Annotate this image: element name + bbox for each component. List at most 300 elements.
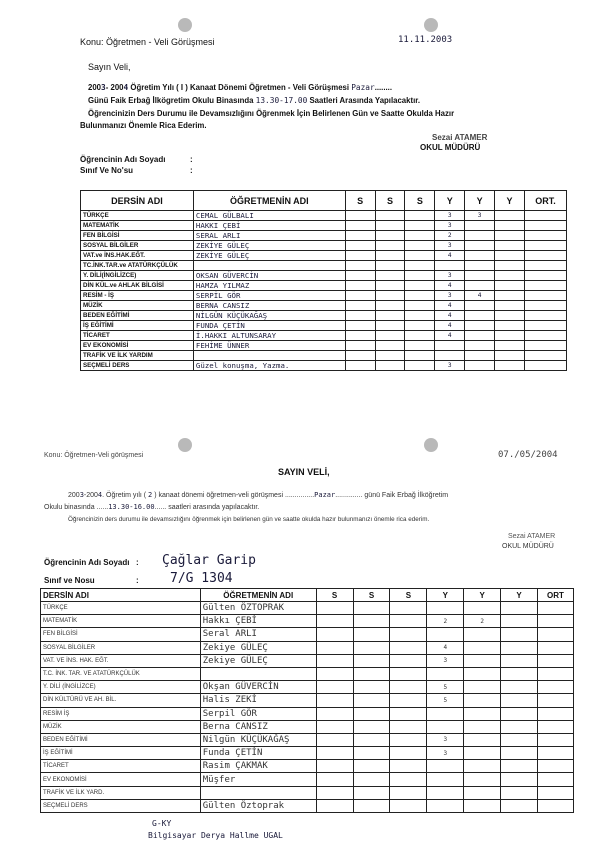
teacher-cell[interactable]: Gülten ÖZTOPRAK (200, 602, 316, 615)
col-header-s1: S (345, 191, 375, 211)
grade-cell-y3[interactable] (495, 211, 525, 221)
subject-cell: SEÇMELİ DERS (81, 360, 194, 370)
grade-cell-y2[interactable] (464, 760, 501, 773)
grade-cell-y2[interactable]: 3 (465, 211, 495, 221)
teacher-cell[interactable]: Güzel konuşma, Yazma. (193, 360, 345, 370)
grade-cell-y1[interactable]: 3 (427, 747, 464, 760)
grade-cell-y2[interactable] (464, 602, 501, 615)
grade-cell-y1[interactable] (435, 261, 465, 271)
average-cell[interactable] (538, 707, 574, 720)
grade-cell-y1[interactable]: 4 (427, 641, 464, 654)
table-row (41, 602, 574, 615)
grade-cell-s3[interactable] (390, 667, 427, 680)
grade-cell-s2[interactable] (353, 641, 390, 654)
form2-year2[interactable]: 4 (97, 491, 103, 499)
subject-cell: TRAFİK VE İLK YARDIM (81, 350, 194, 360)
average-cell[interactable] (538, 628, 574, 641)
form2-year1[interactable]: 3 (79, 491, 84, 499)
grade-cell-y2[interactable] (464, 681, 501, 694)
grade-cell-y1[interactable]: 3 (435, 221, 465, 231)
grade-cell-y2[interactable]: 4 (465, 290, 495, 300)
grade-cell-y3[interactable] (501, 707, 538, 720)
grade-cell-y2[interactable] (465, 261, 495, 271)
average-cell[interactable] (538, 786, 574, 799)
grade-cell-s3[interactable] (390, 773, 427, 786)
teacher-cell[interactable]: FEHİME ÜNNER (193, 340, 345, 350)
grade-cell-y3[interactable] (501, 799, 538, 812)
teacher-cell[interactable]: Seral ARLI (200, 628, 316, 641)
average-cell[interactable] (524, 280, 566, 290)
teacher-cell[interactable]: NİLGÜN KÜÇÜKAĞAŞ (193, 310, 345, 320)
grade-cell-s3[interactable] (390, 707, 427, 720)
grade-cell-y3[interactable] (495, 261, 525, 271)
grade-cell-s1[interactable] (316, 733, 353, 746)
grade-cell-s2[interactable] (353, 654, 390, 667)
grade-cell-y3[interactable] (501, 733, 538, 746)
grade-cell-s2[interactable] (375, 280, 405, 290)
grade-cell-y2[interactable] (464, 641, 501, 654)
grade-cell-y1[interactable]: 2 (435, 231, 465, 241)
teacher-cell[interactable] (200, 667, 316, 680)
grade-cell-y1[interactable]: 4 (435, 280, 465, 290)
teacher-cell[interactable]: HAMZA YILMAZ (193, 280, 345, 290)
average-cell[interactable] (524, 231, 566, 241)
form1-date[interactable]: 11.11.2003 (398, 35, 453, 45)
teacher-cell[interactable]: SERAL ARLI (193, 231, 345, 241)
grade-cell-y3[interactable] (495, 340, 525, 350)
grade-cell-y2[interactable] (465, 241, 495, 251)
grade-cell-s1[interactable] (345, 221, 375, 231)
grade-cell-s3[interactable] (405, 360, 435, 370)
grade-cell-s2[interactable] (353, 602, 390, 615)
grade-cell-s3[interactable] (405, 320, 435, 330)
grade-cell-s2[interactable] (375, 360, 405, 370)
grade-cell-y2[interactable] (465, 360, 495, 370)
average-cell[interactable] (524, 350, 566, 360)
grade-cell-y3[interactable] (501, 747, 538, 760)
grade-cell-y1[interactable] (427, 799, 464, 812)
grade-cell-y1[interactable] (427, 720, 464, 733)
teacher-cell[interactable]: İ.HAKKI ALTUNSARAY (193, 330, 345, 340)
grade-cell-s3[interactable] (405, 310, 435, 320)
form2-student-label: Öğrencinin Adı Soyadı (44, 558, 130, 567)
grade-cell-y3[interactable] (495, 360, 525, 370)
subject-cell: T.C. İNK. TAR. VE ATATÜRKÇÜLÜK (41, 667, 201, 680)
grade-cell-s3[interactable] (390, 654, 427, 667)
grade-cell-s2[interactable] (353, 786, 390, 799)
form2-elective-code[interactable]: G-KY (152, 819, 172, 828)
form2-class-value[interactable]: 7/G 1304 (170, 571, 233, 586)
grade-cell-s2[interactable] (353, 681, 390, 694)
teacher-cell[interactable]: HAKKI ÇEBİ (193, 221, 345, 231)
average-cell[interactable] (524, 251, 566, 261)
average-cell[interactable] (524, 360, 566, 370)
grade-cell-y3[interactable] (495, 241, 525, 251)
teacher-cell[interactable]: Halis ZEKİ (200, 694, 316, 707)
grade-cell-y1[interactable] (427, 786, 464, 799)
grade-cell-s1[interactable] (316, 681, 353, 694)
grade-cell-s2[interactable] (375, 221, 405, 231)
grade-cell-y3[interactable] (495, 270, 525, 280)
grade-cell-y3[interactable] (501, 641, 538, 654)
average-cell[interactable] (538, 799, 574, 812)
grade-cell-y3[interactable] (501, 615, 538, 628)
grade-cell-s3[interactable] (405, 221, 435, 231)
grade-cell-s3[interactable] (405, 280, 435, 290)
grade-cell-s1[interactable] (316, 786, 353, 799)
table-row (41, 615, 574, 628)
grade-cell-s1[interactable] (345, 211, 375, 221)
grade-cell-s3[interactable] (405, 290, 435, 300)
grade-cell-s3[interactable] (390, 799, 427, 812)
table-row (41, 747, 574, 760)
grade-cell-y1[interactable] (427, 707, 464, 720)
grade-cell-s1[interactable] (316, 654, 353, 667)
grade-cell-s2[interactable] (353, 773, 390, 786)
grade-cell-s1[interactable] (345, 320, 375, 330)
grade-cell-s1[interactable] (316, 760, 353, 773)
col-header-subject: DERSİN ADI (41, 589, 201, 602)
col-header-teacher: ÖĞRETMENİN ADI (193, 191, 345, 211)
grade-cell-s1[interactable] (316, 628, 353, 641)
grade-cell-s1[interactable] (316, 641, 353, 654)
grade-cell-y3[interactable] (495, 350, 525, 360)
average-cell[interactable] (538, 681, 574, 694)
grade-cell-y2[interactable] (465, 221, 495, 231)
grade-cell-s2[interactable] (353, 628, 390, 641)
form2-day[interactable]: Pazar (314, 491, 336, 499)
grade-cell-s2[interactable] (375, 300, 405, 310)
grade-cell-s3[interactable] (390, 694, 427, 707)
average-cell[interactable] (538, 773, 574, 786)
grade-cell-y2[interactable] (465, 231, 495, 241)
grade-cell-y3[interactable] (495, 320, 525, 330)
grade-cell-s3[interactable] (405, 261, 435, 271)
grade-cell-s1[interactable] (316, 615, 353, 628)
grade-cell-y2[interactable] (465, 300, 495, 310)
grade-cell-y2[interactable] (464, 720, 501, 733)
grade-cell-s2[interactable] (375, 241, 405, 251)
grade-cell-s3[interactable] (390, 747, 427, 760)
grade-cell-s1[interactable] (345, 310, 375, 320)
grade-cell-y2[interactable] (464, 799, 501, 812)
average-cell[interactable] (524, 221, 566, 231)
grade-cell-y1[interactable] (435, 340, 465, 350)
grade-cell-s2[interactable] (375, 340, 405, 350)
grade-cell-y1[interactable] (427, 602, 464, 615)
teacher-cell[interactable]: Rasim ÇAKMAK (200, 760, 316, 773)
average-cell[interactable] (524, 300, 566, 310)
grade-cell-y1[interactable] (427, 773, 464, 786)
teacher-cell[interactable]: CEMAL GÜLBALI (193, 211, 345, 221)
grade-cell-s2[interactable] (375, 261, 405, 271)
teacher-cell[interactable]: Berna CANSIZ (200, 720, 316, 733)
grade-cell-y2[interactable] (465, 251, 495, 261)
teacher-cell[interactable] (193, 261, 345, 271)
grade-cell-s2[interactable] (353, 615, 390, 628)
grade-cell-s2[interactable] (375, 320, 405, 330)
grade-cell-s2[interactable] (353, 733, 390, 746)
grade-cell-s1[interactable] (316, 747, 353, 760)
form1-grades-table (80, 190, 567, 371)
grade-cell-y3[interactable] (495, 280, 525, 290)
form1-signer-name: Sezai ATAMER (432, 133, 488, 142)
table-row (41, 799, 574, 812)
average-cell[interactable] (524, 340, 566, 350)
grade-cell-s3[interactable] (390, 733, 427, 746)
average-cell[interactable] (524, 270, 566, 280)
form1-student-colon: : (190, 155, 193, 164)
grade-cell-y3[interactable] (495, 300, 525, 310)
grade-cell-s1[interactable] (316, 720, 353, 733)
grade-cell-s2[interactable] (353, 694, 390, 707)
grade-cell-y3[interactable] (501, 773, 538, 786)
average-cell[interactable] (524, 330, 566, 340)
grade-cell-y2[interactable] (465, 340, 495, 350)
grade-cell-y1[interactable]: 4 (435, 300, 465, 310)
form1-class-colon: : (190, 166, 193, 175)
grade-cell-s3[interactable] (405, 340, 435, 350)
grade-cell-y2[interactable] (465, 320, 495, 330)
grade-cell-y3[interactable] (501, 720, 538, 733)
grade-cell-s2[interactable] (353, 667, 390, 680)
grade-cell-y3[interactable] (501, 628, 538, 641)
grade-cell-y1[interactable] (435, 350, 465, 360)
grade-cell-y1[interactable]: 3 (435, 360, 465, 370)
grade-cell-s1[interactable] (316, 602, 353, 615)
average-cell[interactable] (524, 290, 566, 300)
grade-cell-s3[interactable] (405, 270, 435, 280)
grade-cell-s1[interactable] (316, 694, 353, 707)
grade-cell-s1[interactable] (345, 340, 375, 350)
grade-cell-s3[interactable] (405, 231, 435, 241)
subject-cell: EV EKONOMİSİ (41, 773, 201, 786)
grade-cell-s3[interactable] (390, 720, 427, 733)
grade-cell-s2[interactable] (353, 760, 390, 773)
grade-cell-y1[interactable] (427, 667, 464, 680)
grade-cell-y1[interactable]: 4 (435, 310, 465, 320)
grade-cell-s1[interactable] (345, 270, 375, 280)
grade-cell-y3[interactable] (495, 310, 525, 320)
grade-cell-s1[interactable] (345, 261, 375, 271)
grade-cell-s1[interactable] (316, 799, 353, 812)
grade-cell-s2[interactable] (375, 231, 405, 241)
subject-cell: SEÇMELİ DERS (41, 799, 201, 812)
grade-cell-y2[interactable] (464, 733, 501, 746)
grade-cell-y1[interactable] (427, 628, 464, 641)
form1-header-row (81, 191, 567, 211)
grade-cell-s3[interactable] (405, 350, 435, 360)
teacher-cell[interactable]: Okşan GÜVERCİN (200, 681, 316, 694)
table-row (81, 231, 567, 241)
grade-cell-y2[interactable] (465, 280, 495, 290)
average-cell[interactable] (538, 602, 574, 615)
grade-cell-y3[interactable] (501, 667, 538, 680)
grade-cell-s1[interactable] (345, 290, 375, 300)
grade-cell-s3[interactable] (405, 251, 435, 261)
grade-cell-s3[interactable] (390, 786, 427, 799)
grade-cell-s2[interactable] (353, 707, 390, 720)
grade-cell-y2[interactable] (464, 786, 501, 799)
form1-day[interactable]: Pazar (351, 83, 375, 92)
average-cell[interactable] (538, 694, 574, 707)
grade-cell-s1[interactable] (345, 360, 375, 370)
grade-cell-s2[interactable] (375, 310, 405, 320)
average-cell[interactable] (538, 720, 574, 733)
teacher-cell[interactable]: Serpil GÖR (200, 707, 316, 720)
grade-cell-s2[interactable] (353, 720, 390, 733)
average-cell[interactable] (538, 667, 574, 680)
grade-cell-s3[interactable] (405, 211, 435, 221)
punch-hole (424, 438, 438, 452)
grade-cell-s1[interactable] (345, 231, 375, 241)
grade-cell-s3[interactable] (405, 330, 435, 340)
grade-cell-y3[interactable] (501, 654, 538, 667)
grade-cell-y3[interactable] (495, 290, 525, 300)
grade-cell-y2[interactable] (465, 330, 495, 340)
grade-cell-s1[interactable] (345, 350, 375, 360)
average-cell[interactable] (524, 310, 566, 320)
grade-cell-s1[interactable] (345, 280, 375, 290)
teacher-cell[interactable] (193, 350, 345, 360)
average-cell[interactable] (524, 241, 566, 251)
grade-cell-s2[interactable] (375, 350, 405, 360)
form1-year1[interactable]: 3 (101, 83, 106, 92)
grade-cell-y1[interactable]: 5 (427, 681, 464, 694)
grade-cell-y3[interactable] (501, 786, 538, 799)
teacher-cell[interactable]: SERPİL GÖR (193, 290, 345, 300)
grade-cell-y1[interactable]: 4 (435, 251, 465, 261)
form2-student-name[interactable]: Çağlar Garip (162, 553, 256, 568)
grade-cell-s3[interactable] (390, 681, 427, 694)
teacher-cell[interactable]: Hakkı ÇEBİ (200, 615, 316, 628)
teacher-cell[interactable]: Nilgün KÜÇÜKAĞAŞ (200, 733, 316, 746)
grade-cell-y3[interactable] (495, 330, 525, 340)
grade-cell-y2[interactable] (464, 654, 501, 667)
subject-cell: Y. DİLİ(İNGİLİZCE) (81, 270, 194, 280)
teacher-cell[interactable]: ZEKİYE GÜLEÇ (193, 251, 345, 261)
grade-cell-s1[interactable] (316, 773, 353, 786)
form2-elective-note[interactable]: Bilgisayar Derya Hallme UGAL (148, 831, 283, 840)
form2-time[interactable]: 13.30-16.00 (108, 503, 155, 511)
form1-para3: Öğrencinizin Ders Durumu ile Devamsızlığını Öğrenmek İçin Belirlenen Gün ve Saatte Okulda Hazır (88, 109, 455, 118)
grade-cell-y3[interactable] (501, 694, 538, 707)
grade-cell-y2[interactable] (464, 667, 501, 680)
average-cell[interactable] (524, 211, 566, 221)
grade-cell-y1[interactable]: 3 (435, 270, 465, 280)
grade-cell-y2[interactable] (464, 773, 501, 786)
grade-cell-s3[interactable] (405, 300, 435, 310)
average-cell[interactable] (524, 320, 566, 330)
grade-cell-s3[interactable] (390, 602, 427, 615)
grade-cell-y1[interactable] (427, 760, 464, 773)
average-cell[interactable] (538, 654, 574, 667)
grade-cell-s3[interactable] (405, 241, 435, 251)
grade-cell-y1[interactable]: 4 (435, 330, 465, 340)
subject-cell: MÜZİK (41, 720, 201, 733)
grade-cell-y1[interactable]: 3 (427, 733, 464, 746)
teacher-cell[interactable]: OKSAN GÜVERCİN (193, 270, 345, 280)
teacher-cell[interactable]: Zekiye GÜLEÇ (200, 641, 316, 654)
grade-cell-y3[interactable] (501, 681, 538, 694)
average-cell[interactable] (538, 760, 574, 773)
grade-cell-y2[interactable] (464, 707, 501, 720)
form2-term[interactable]: 2 (148, 491, 153, 499)
form1-time[interactable]: 13.30-17.00 (255, 96, 308, 105)
grade-cell-s1[interactable] (345, 241, 375, 251)
grade-cell-y1[interactable]: 2 (427, 615, 464, 628)
form2-date[interactable]: 07./05/2004 (498, 450, 558, 460)
grade-cell-y2[interactable] (465, 310, 495, 320)
average-cell[interactable] (538, 641, 574, 654)
grade-cell-y1[interactable]: 3 (435, 290, 465, 300)
grade-cell-s2[interactable] (353, 799, 390, 812)
grade-cell-s3[interactable] (390, 628, 427, 641)
grade-cell-y2[interactable] (465, 350, 495, 360)
average-cell[interactable] (538, 615, 574, 628)
teacher-cell[interactable]: Müşfer (200, 773, 316, 786)
grade-cell-y3[interactable] (501, 602, 538, 615)
grade-cell-s1[interactable] (316, 707, 353, 720)
grade-cell-y1[interactable]: 4 (435, 320, 465, 330)
grade-cell-y3[interactable] (495, 221, 525, 231)
average-cell[interactable] (538, 733, 574, 746)
grade-cell-y3[interactable] (495, 251, 525, 261)
grade-cell-s2[interactable] (375, 290, 405, 300)
grade-cell-s3[interactable] (390, 760, 427, 773)
grade-cell-s1[interactable] (345, 251, 375, 261)
grade-cell-s2[interactable] (375, 251, 405, 261)
grade-cell-y1[interactable]: 5 (427, 694, 464, 707)
grade-cell-y2[interactable] (464, 747, 501, 760)
grade-cell-y2[interactable] (465, 270, 495, 280)
grade-cell-y3[interactable] (495, 231, 525, 241)
teacher-cell[interactable]: BERNA CANSIZ (193, 300, 345, 310)
form1-year2[interactable]: 4 (123, 83, 129, 92)
grade-cell-s3[interactable] (390, 615, 427, 628)
grade-cell-y1[interactable]: 3 (427, 654, 464, 667)
grade-cell-s1[interactable] (345, 300, 375, 310)
average-cell[interactable] (524, 261, 566, 271)
grade-cell-s2[interactable] (375, 211, 405, 221)
grade-cell-s1[interactable] (345, 330, 375, 340)
form2-class-colon: : (136, 576, 139, 585)
teacher-cell[interactable]: ZEKİYE GÜLEÇ (193, 241, 345, 251)
subject-cell: FEN BİLGİSİ (81, 231, 194, 241)
subject-cell: RESİM İŞ (41, 707, 201, 720)
average-cell[interactable] (538, 747, 574, 760)
grade-cell-s1[interactable] (316, 667, 353, 680)
teacher-cell[interactable] (200, 786, 316, 799)
grade-cell-y1[interactable]: 3 (435, 241, 465, 251)
grade-cell-y2[interactable]: 2 (464, 615, 501, 628)
grade-cell-s2[interactable] (375, 330, 405, 340)
grade-cell-y1[interactable]: 3 (435, 211, 465, 221)
grade-cell-y3[interactable] (501, 760, 538, 773)
subject-cell: TÜRKÇE (41, 602, 201, 615)
subject-cell: VAT. VE İNS. HAK. EĞT. (41, 654, 201, 667)
punch-hole (178, 438, 192, 452)
grade-cell-s3[interactable] (390, 641, 427, 654)
grade-cell-s2[interactable] (353, 747, 390, 760)
teacher-cell[interactable]: Gülten Öztoprak (200, 799, 316, 812)
grade-cell-s2[interactable] (375, 270, 405, 280)
grade-cell-y2[interactable] (464, 628, 501, 641)
teacher-cell[interactable]: FUNDA ÇETİN (193, 320, 345, 330)
grade-cell-y2[interactable] (464, 694, 501, 707)
teacher-cell[interactable]: Funda ÇETİN (200, 747, 316, 760)
teacher-cell[interactable]: Zekiye GÜLEÇ (200, 654, 316, 667)
